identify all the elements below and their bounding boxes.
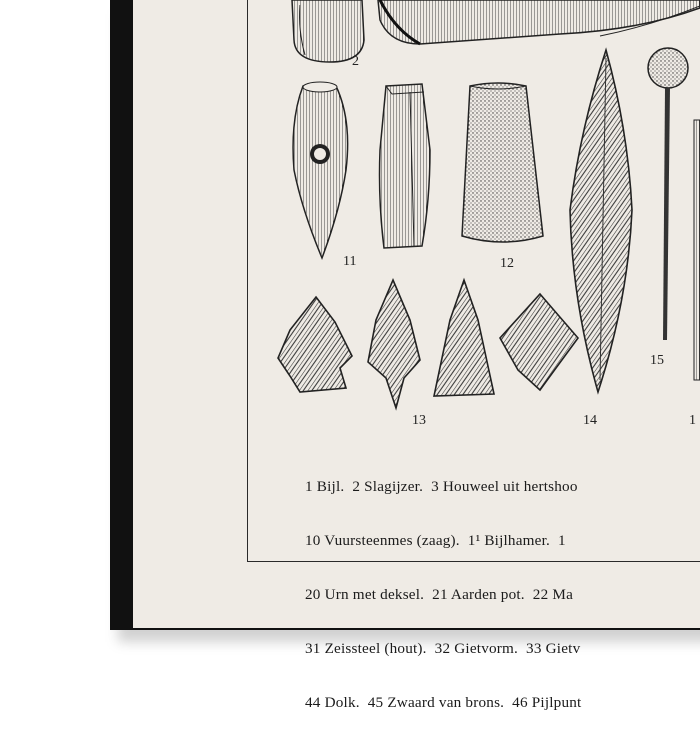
figure-number-11: 11 (343, 254, 357, 269)
figure-number-13: 13 (412, 413, 426, 428)
figure-number-2: 2 (352, 54, 359, 69)
caption-line: 31 Zeissteel (hout). 32 Gietvorm. 33 Gietv (305, 640, 581, 657)
caption-line: 44 Dolk. 45 Zwaard van brons. 46 Pijlpunt (305, 694, 582, 711)
item-14-illustration (570, 50, 632, 392)
caption-line: 20 Urn met deksel. 21 Aarden pot. 22 Ma (305, 586, 574, 603)
item-16-illustration (694, 120, 700, 380)
item-3-illustration (378, 0, 700, 44)
square-axe-illustration (380, 84, 431, 248)
figure-number-16: 1 (689, 413, 696, 428)
item-12-illustration (462, 83, 543, 242)
item-2-illustration (292, 0, 364, 62)
caption-line: 1 Bijl. 2 Slagijzer. 3 Houweel uit hertshoo (305, 478, 578, 495)
caption-line: 10 Vuursteenmes (zaag). 1¹ Bijlhamer. 1 (305, 532, 566, 549)
plate-caption (305, 442, 700, 730)
item-15-illustration (648, 48, 688, 340)
figure-number-12: 12 (500, 256, 514, 271)
item-13-arrowheads (278, 280, 578, 408)
figure-number-15: 15 (650, 353, 664, 368)
figure-number-14: 14 (583, 413, 597, 428)
item-11-illustration (293, 82, 348, 258)
